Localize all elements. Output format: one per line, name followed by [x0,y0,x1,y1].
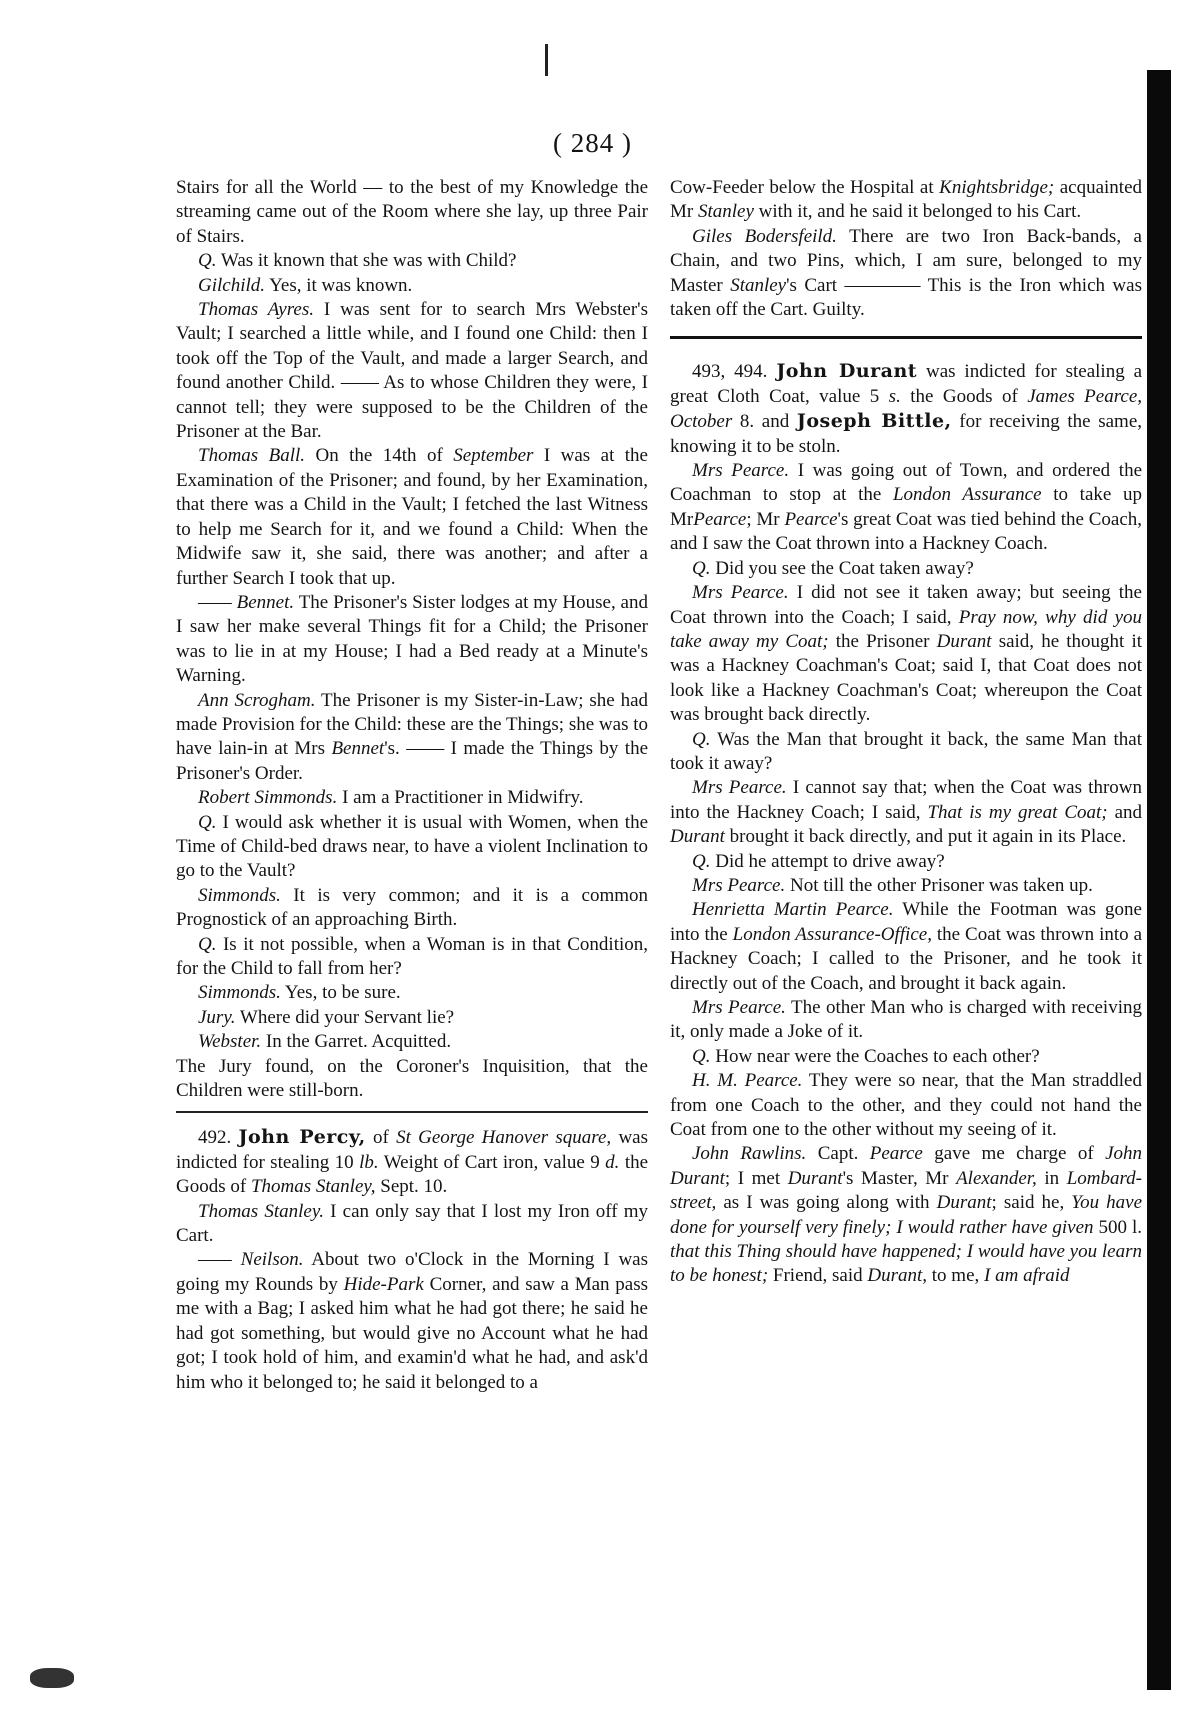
testimony: Ann Scrogham. The Prisoner is my Sister-in-Law; she had made Provision for the Child: these are the Things; she was to have lain-in at Mrs Bennet's. —— I made the Things by the Prisoner's Order. [176,689,649,784]
question: Q. Is it not possible, when a Woman is in that Condition, for the Child to fall from her? [176,933,649,979]
case-heading: 493, 494. John Durant was indicted for stealing a great Cloth Coat, value 5 s. the Goods of James Pearce, October 8. and Joseph Bittle, for receiving the same, knowing it to be stoln. [670,360,1143,457]
testimony: Simmonds. Yes, to be sure. [198,982,401,1004]
binding-mark [545,44,548,76]
testimony: —— Bennet. The Prisoner's Sister lodges at my House, and I saw her make several Things fit for a Child; the Prisoner was to lie in at my House; I had a Bed ready at a Minute's Warning. [176,591,648,687]
question: Q. Did you see the Coat taken away? [692,557,974,579]
testimony: Mrs Pearce. I cannot say that; when the Coat was thrown into the Hackney Coach; I said, That is my great Coat; and Durant brought it back directly, and put it again in its Place. [670,777,1143,848]
scan-smudge [30,1668,74,1688]
section-divider [670,336,1142,339]
testimony: H. M. Pearce. They were so near, that the Man straddled from one Coach to the other, and they could not hand the Coat from one to the other without my seeing of it. [670,1070,1142,1141]
testimony: Mrs Pearce. Not till the other Prisoner was taken up. [692,874,1093,896]
question: Q. Did he attempt to drive away? [692,850,945,872]
paragraph: The Jury found, on the Coroner's Inquisition, that the Children were still-born. [176,1055,648,1102]
testimony: Thomas Ayres. I was sent for to search Mrs Webster's Vault; I searched a little while, and I found one Child: then I took off the Top of the Vault, and made a larger Search, and found another Child. —— As to whose Children they were, I cannot tell; they were supposed to be the Children of the Prisoner at the Bar. [176,299,648,443]
testimony: Webster. In the Garret. Acquitted. [198,1031,452,1053]
testimony: Gilchild. Yes, it was known. [198,274,413,296]
question: Q. I would ask whether it is usual with Women, when the Time of Child-bed draws near, to have a violent Inclination to go to the Vault? [176,811,649,882]
testimony: Mrs Pearce. I was going out of Town, and ordered the Coachman to stop at the London Assurance to take up MrPearce; Mr Pearce's great Coat was tied behind the Coach, and I saw the Coat thrown into a Hackney Coach. [670,460,1143,555]
paragraph: Cow-Feeder below the Hospital at Knightsbridge; acquainted Mr Stanley with it, and he said it belonged to his Cart. [670,177,1143,223]
testimony: Jury. Where did your Servant lie? [198,1006,455,1028]
testimony: Simmonds. It is very common; and it is a common Prognostick of an approaching Birth. [176,884,648,931]
testimony: Thomas Ball. On the 14th of September I was at the Examination of the Prisoner; and found, by her Examination, that there was a Child in the Vault; I fetched the last Witness to help me Search for it, and we found a Child: When the Midwife saw it, she said, there was another; and after a further Search I took that up. [176,445,648,589]
testimony: John Rawlins. Capt. Pearce gave me charge of John Durant; I met Durant's Master, Mr Alexander, in Lombard-street, as I was going along with Durant; said he, You have done for yourself very finely; I would rather have given 500 l. that this Thing should have happened; I would have you learn to be honest; Friend, said Durant, to me, I am afraid [670,1143,1143,1287]
section-divider [176,1111,648,1113]
testimony: Thomas Stanley. I can only say that I lost my Iron off my Cart. [176,1200,649,1247]
case-heading: 492. John Percy, of St George Hanover square, was indicted for stealing 10 lb. Weight of Cart iron, value 9 d. the Goods of Thomas Stanley, Sept. 10. [176,1126,649,1198]
paragraph: Stairs for all the World — to the best of my Knowledge the streaming came out of the Room where she lay, up three Pair of Stairs. [176,177,648,247]
testimony: Robert Simmonds. I am a Practitioner in Midwifry. [198,787,584,809]
testimony: Giles Bodersfeild. There are two Iron Back-bands, a Chain, and two Pins, which, I am sure, belonged to my Master Stanley's Cart ———— This is the Iron which was taken off the Cart. Guilty. [670,225,1142,321]
testimony: Mrs Pearce. I did not see it taken away; but seeing the Coat thrown into the Coach; I said, Pray now, why did you take away my Coat; the Prisoner Durant said, he thought it was a Hackney Coachman's Coat; said I, that Coat does not look like a Hackney Coachman's Coat; whereupon the Coat was brought back directly. [670,582,1143,726]
testimony: Mrs Pearce. The other Man who is charged with receiving it, only made a Joke of it. [670,997,1142,1043]
question: Q. Was the Man that brought it back, the same Man that took it away? [670,728,1142,774]
left-column [176,176,648,1395]
right-column [670,176,1142,1289]
page-edge-shadow [1147,70,1171,1690]
page-number: ( 284 ) [553,128,632,158]
question: Q. How near were the Coaches to each other? [692,1045,1040,1067]
testimony: —— Neilson. About two o'Clock in the Morning I was going my Rounds by Hide-Park Corner, and saw a Man pass me with a Bag; I asked him what he had got there; he said he had got something, but would give no Account what he had got; I took hold of him, and examin'd what he had, and ask'd him who it belonged to; he said it belonged to a [176,1249,649,1393]
testimony: Henrietta Martin Pearce. While the Footman was gone into the London Assurance-Office, the Coat was thrown into a Hackney Coach; I called to the Prisoner, and he took it directly out of the Coach, and brought it back again. [670,899,1142,994]
question: Q. Was it known that she was with Child? [198,250,517,272]
